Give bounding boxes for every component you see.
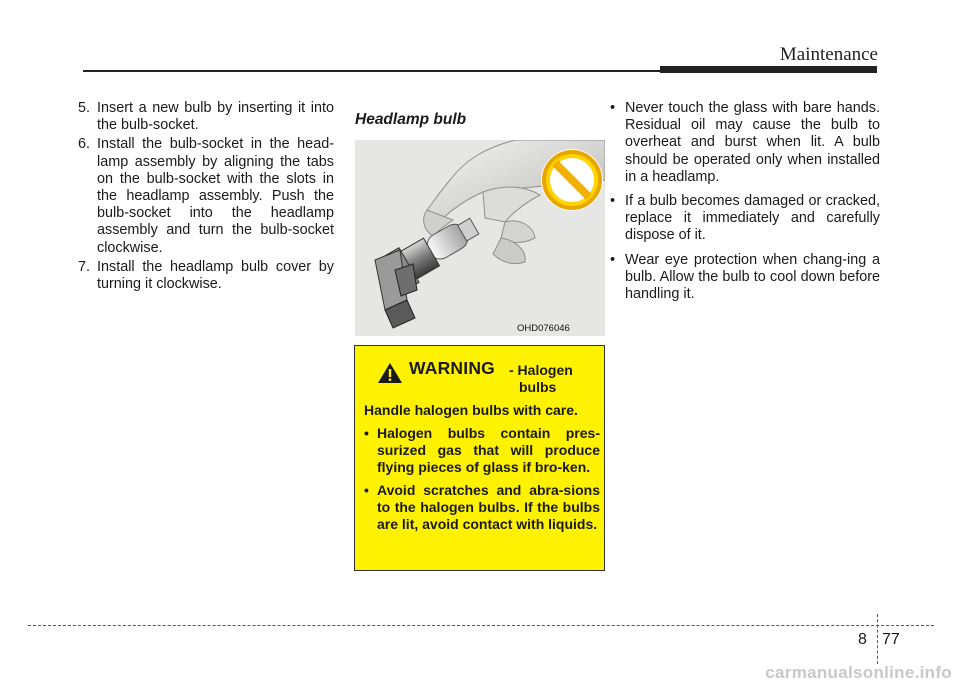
- warning-triangle-icon: [377, 362, 403, 384]
- warning-subtitle-line1: - Halogen: [509, 362, 573, 378]
- bullet: •: [610, 100, 616, 116]
- bullet: •: [610, 251, 616, 268]
- section-title: Headlamp bulb: [355, 111, 467, 128]
- step-item: [78, 136, 334, 256]
- warning-item-text: Halogen bulbs contain pres-surized gas that will produce flying pieces of glass if bro-ken.: [377, 425, 600, 475]
- note-item: [610, 100, 880, 186]
- headlamp-bulb-illustration: [355, 140, 605, 336]
- step-item: [78, 100, 334, 134]
- watermark-link[interactable]: carmanualsonline.info: [765, 663, 952, 682]
- header-rule-thick: [660, 66, 877, 73]
- hand-holding-bulb-drawing: [355, 140, 605, 336]
- bullet: •: [610, 193, 616, 210]
- warning-word: WARNING: [409, 358, 495, 378]
- header-title: Maintenance: [779, 44, 878, 65]
- header-rule-thin: [83, 70, 660, 72]
- bullet: •: [364, 425, 369, 441]
- no-touch-prohibition-icon: [541, 149, 603, 211]
- step-text: Install the headlamp bulb cover by turning it clockwise.: [97, 258, 334, 293]
- step-text: Insert a new bulb by inserting it into the bulb-socket.: [97, 100, 334, 134]
- note-item: [610, 252, 880, 304]
- warning-item-text: Avoid scratches and abra-sions to the halogen bulbs. If the bulbs are lit, avoid contact with liquids.: [377, 482, 600, 532]
- chapter-number: 8: [858, 631, 867, 648]
- notes-list: [610, 100, 880, 303]
- notes-column: [610, 100, 880, 310]
- warning-item: [364, 482, 600, 533]
- note-text: Never touch the glass with bare hands. Residual oil may cause the bulb to overheat and burst when lit. A bulb should be operated only when installed in a headlamp.: [625, 100, 880, 185]
- steps-column: [78, 100, 334, 295]
- step-number: 7.: [78, 258, 91, 275]
- step-item: [78, 259, 334, 293]
- note-item: [610, 193, 880, 245]
- note-text: Wear eye protection when chang-ing a bulb. Allow the bulb to cool down before handling it.: [625, 251, 880, 303]
- footer-dashed-rule: [28, 625, 934, 626]
- warning-list: [364, 425, 600, 539]
- warning-subtitle-line2: bulbs: [519, 379, 557, 395]
- steps-list: [78, 100, 334, 293]
- figure-code: OHD076046: [517, 323, 570, 334]
- step-number: 6.: [78, 136, 91, 153]
- page-number: 77: [882, 631, 900, 648]
- bullet: •: [364, 482, 369, 498]
- warning-intro: Handle halogen bulbs with care.: [364, 402, 578, 418]
- note-text: If a bulb becomes damaged or cracked, replace it immediately and carefully dispose of it.: [625, 193, 880, 244]
- footer-dashed-divider: [877, 614, 878, 664]
- step-text: Install the bulb-socket in the head-lamp assembly by aligning the tabs on the bulb-socket with the slots in the headlamp assembly. Push the bulb-socket into the headlamp assembly and turn the bulb-socket clockwise.: [97, 136, 334, 256]
- warning-item: [364, 425, 600, 476]
- warning-box: [354, 345, 605, 571]
- step-number: 5.: [78, 100, 91, 116]
